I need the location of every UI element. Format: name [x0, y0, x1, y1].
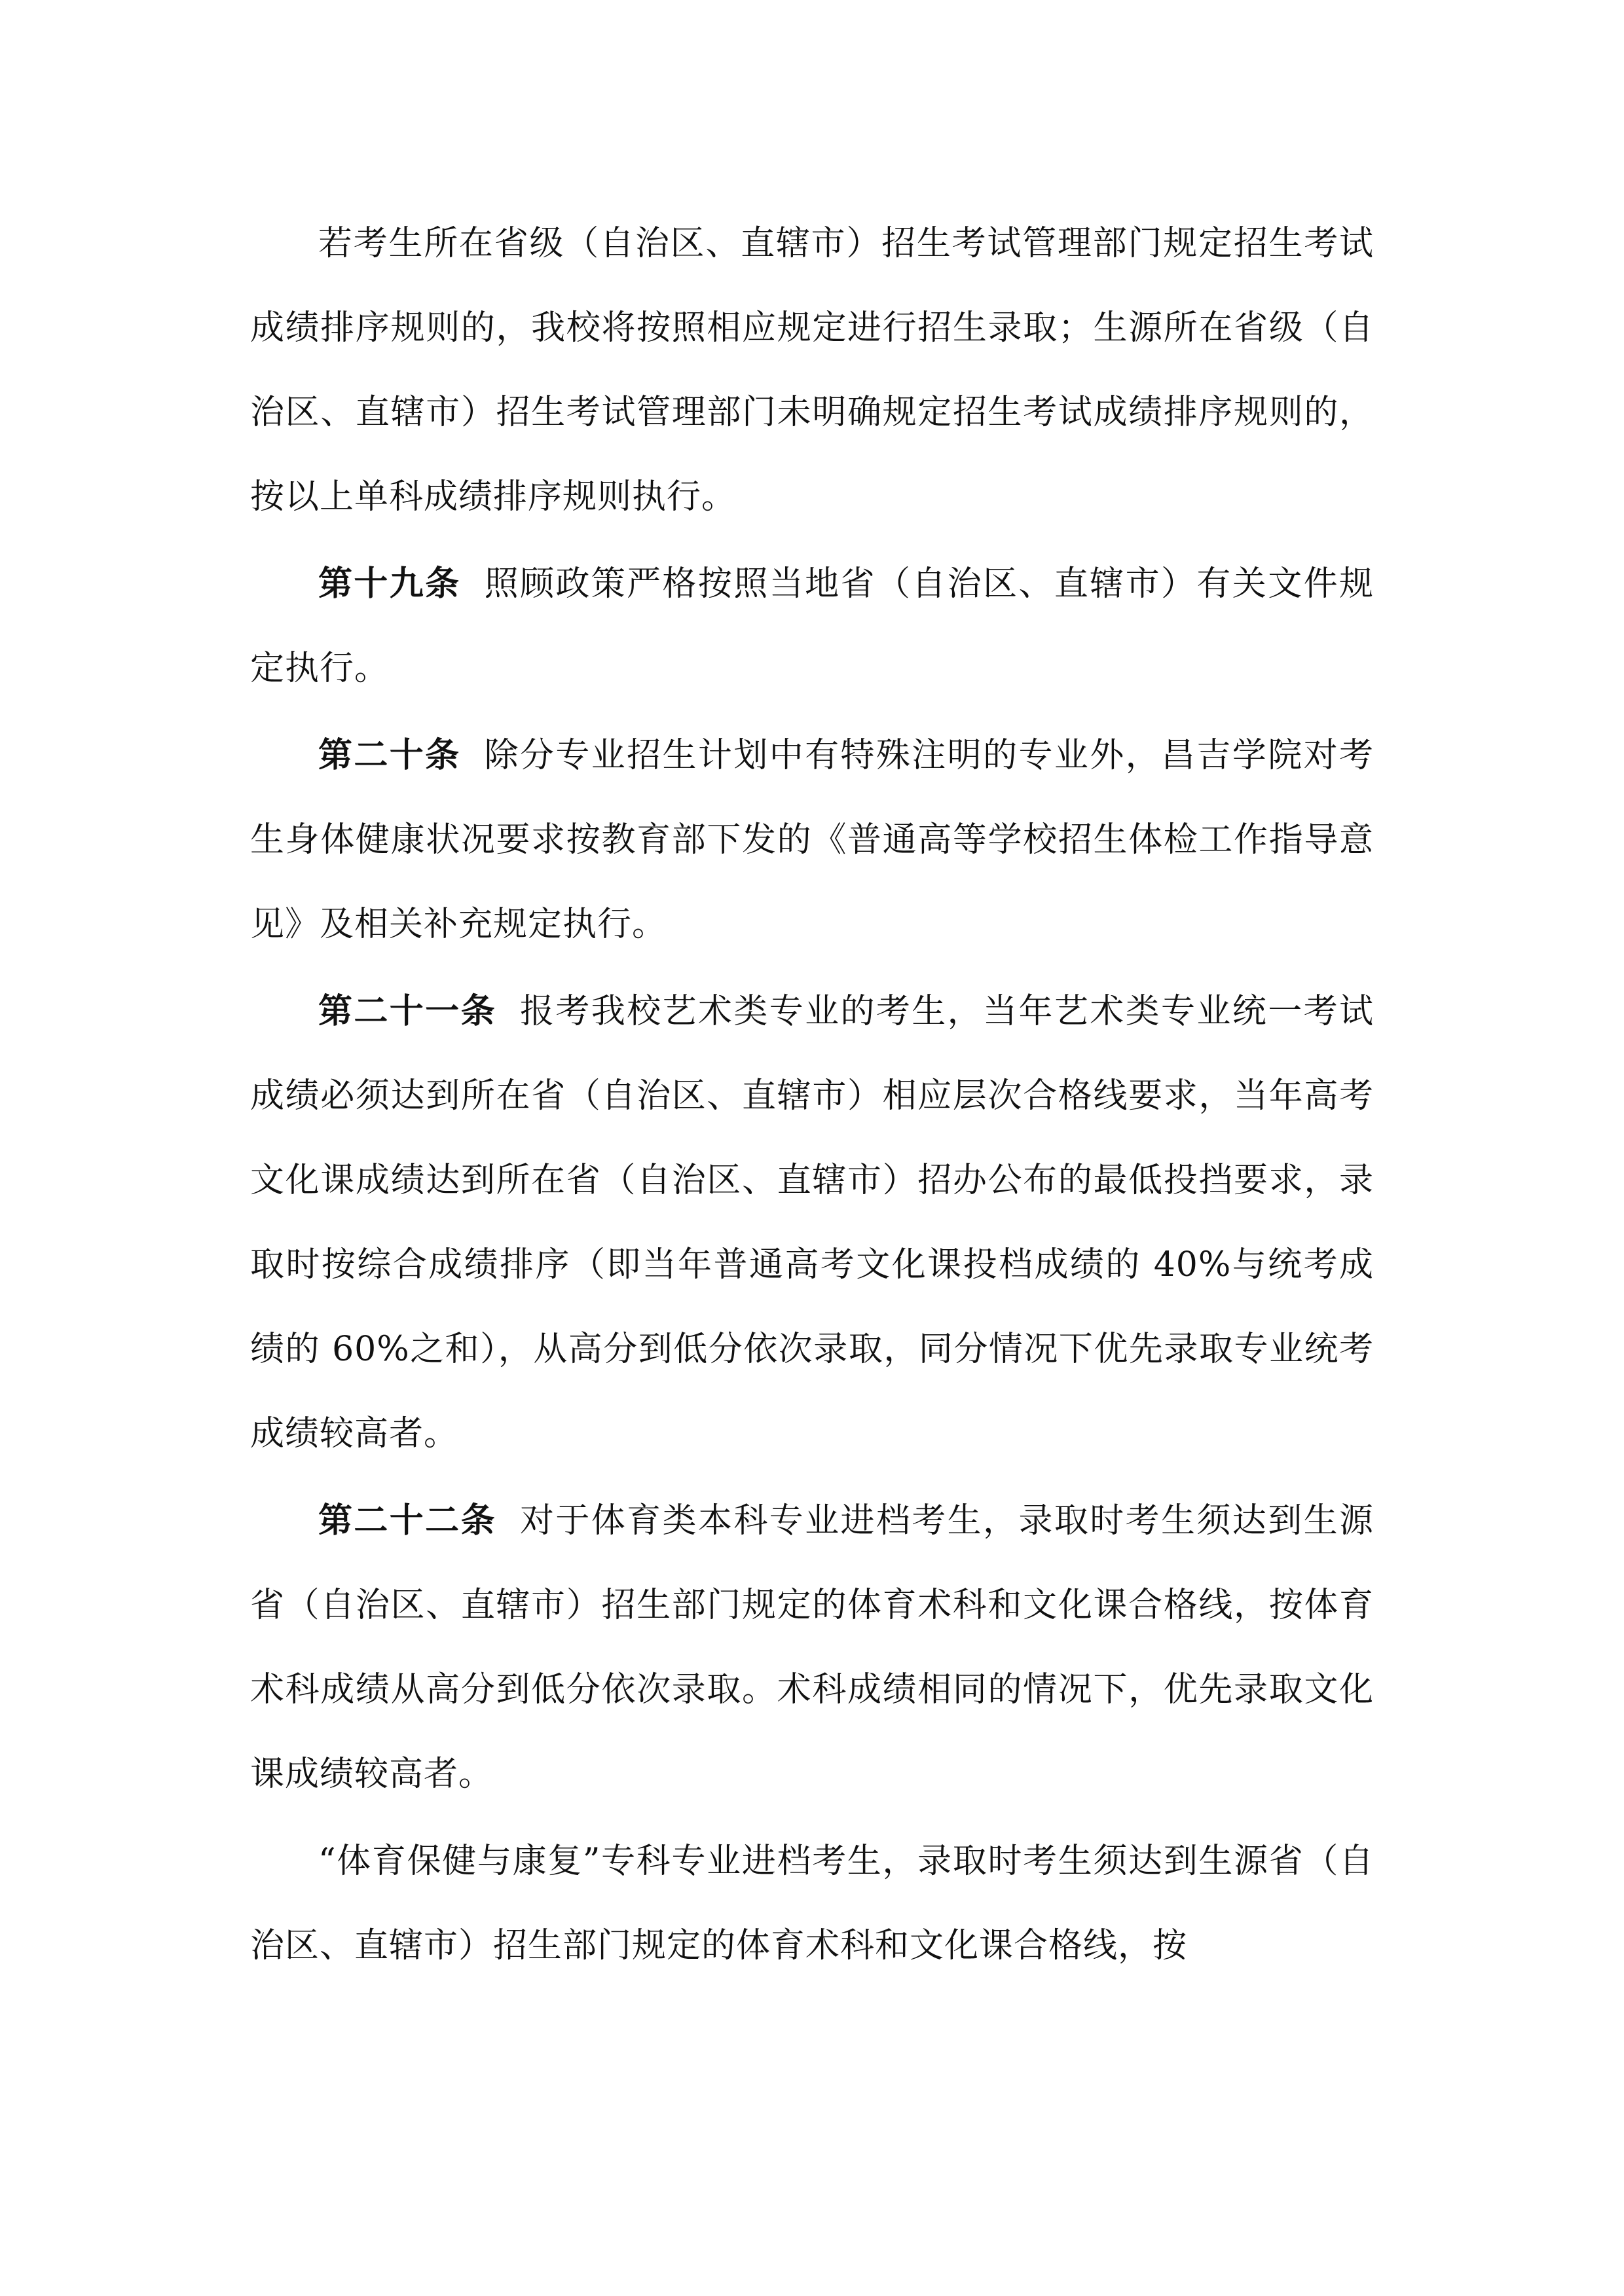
paragraph-article-19	[250, 542, 1374, 711]
paragraph-article-21	[250, 970, 1374, 1476]
paragraph-article-20	[250, 714, 1374, 967]
paragraph-article-22	[250, 1479, 1374, 1817]
paragraph-text: “体育保健与康复”专科专业进档考生，录取时考生须达到生源省（自治区、直辖市）招生部门规定的体育术科和文化课合格线，按	[250, 1842, 1374, 1965]
paragraph-text: 除分专业招生计划中有特殊注明的专业外，昌吉学院对考生身体健康状况要求按教育部下发的《普通高等学校招生体检工作指导意见》及相关补充规定执行。	[250, 736, 1374, 944]
article-number: 第二十条	[318, 736, 461, 775]
article-number: 第十九条	[318, 564, 461, 604]
paragraph-text: 对于体育类本科专业进档考生，录取时考生须达到生源省（自治区、直辖市）招生部门规定的体育术科和文化课合格线，按体育术科成绩从高分到低分依次录取。术科成绩相同的情况下，优先录取文化课成绩较高者。	[250, 1501, 1374, 1794]
paragraph-sports-health-rehab	[250, 1819, 1374, 1988]
paragraph-text: 照顾政策严格按照当地省（自治区、直辖市）有关文件规定执行。	[250, 564, 1374, 688]
article-number: 第二十二条	[318, 1501, 496, 1540]
document-body	[250, 202, 1374, 1991]
paragraph-text: 若考生所在省级（自治区、直辖市）招生考试管理部门规定招生考试成绩排序规则的，我校将按照相应规定进行招生录取；生源所在省级（自治区、直辖市）招生考试管理部门未明确规定招生考试成绩排序规则的，按以上单科成绩排序规则执行。	[250, 224, 1374, 517]
article-number: 第二十一条	[318, 992, 496, 1031]
paragraph-text: 报考我校艺术类专业的考生，当年艺术类专业统一考试成绩必须达到所在省（自治区、直辖市）相应层次合格线要求，当年高考文化课成绩达到所在省（自治区、直辖市）招办公布的最低投挡要求，录取时按综合成绩排序（即当年普通高考文化课投档成绩的 40%与统考成绩的 60%之和），从高分到低分依次录取，同分情况下优先录取专业统考成绩较高者。	[250, 992, 1374, 1453]
paragraph-score-ranking-rules	[250, 202, 1374, 539]
